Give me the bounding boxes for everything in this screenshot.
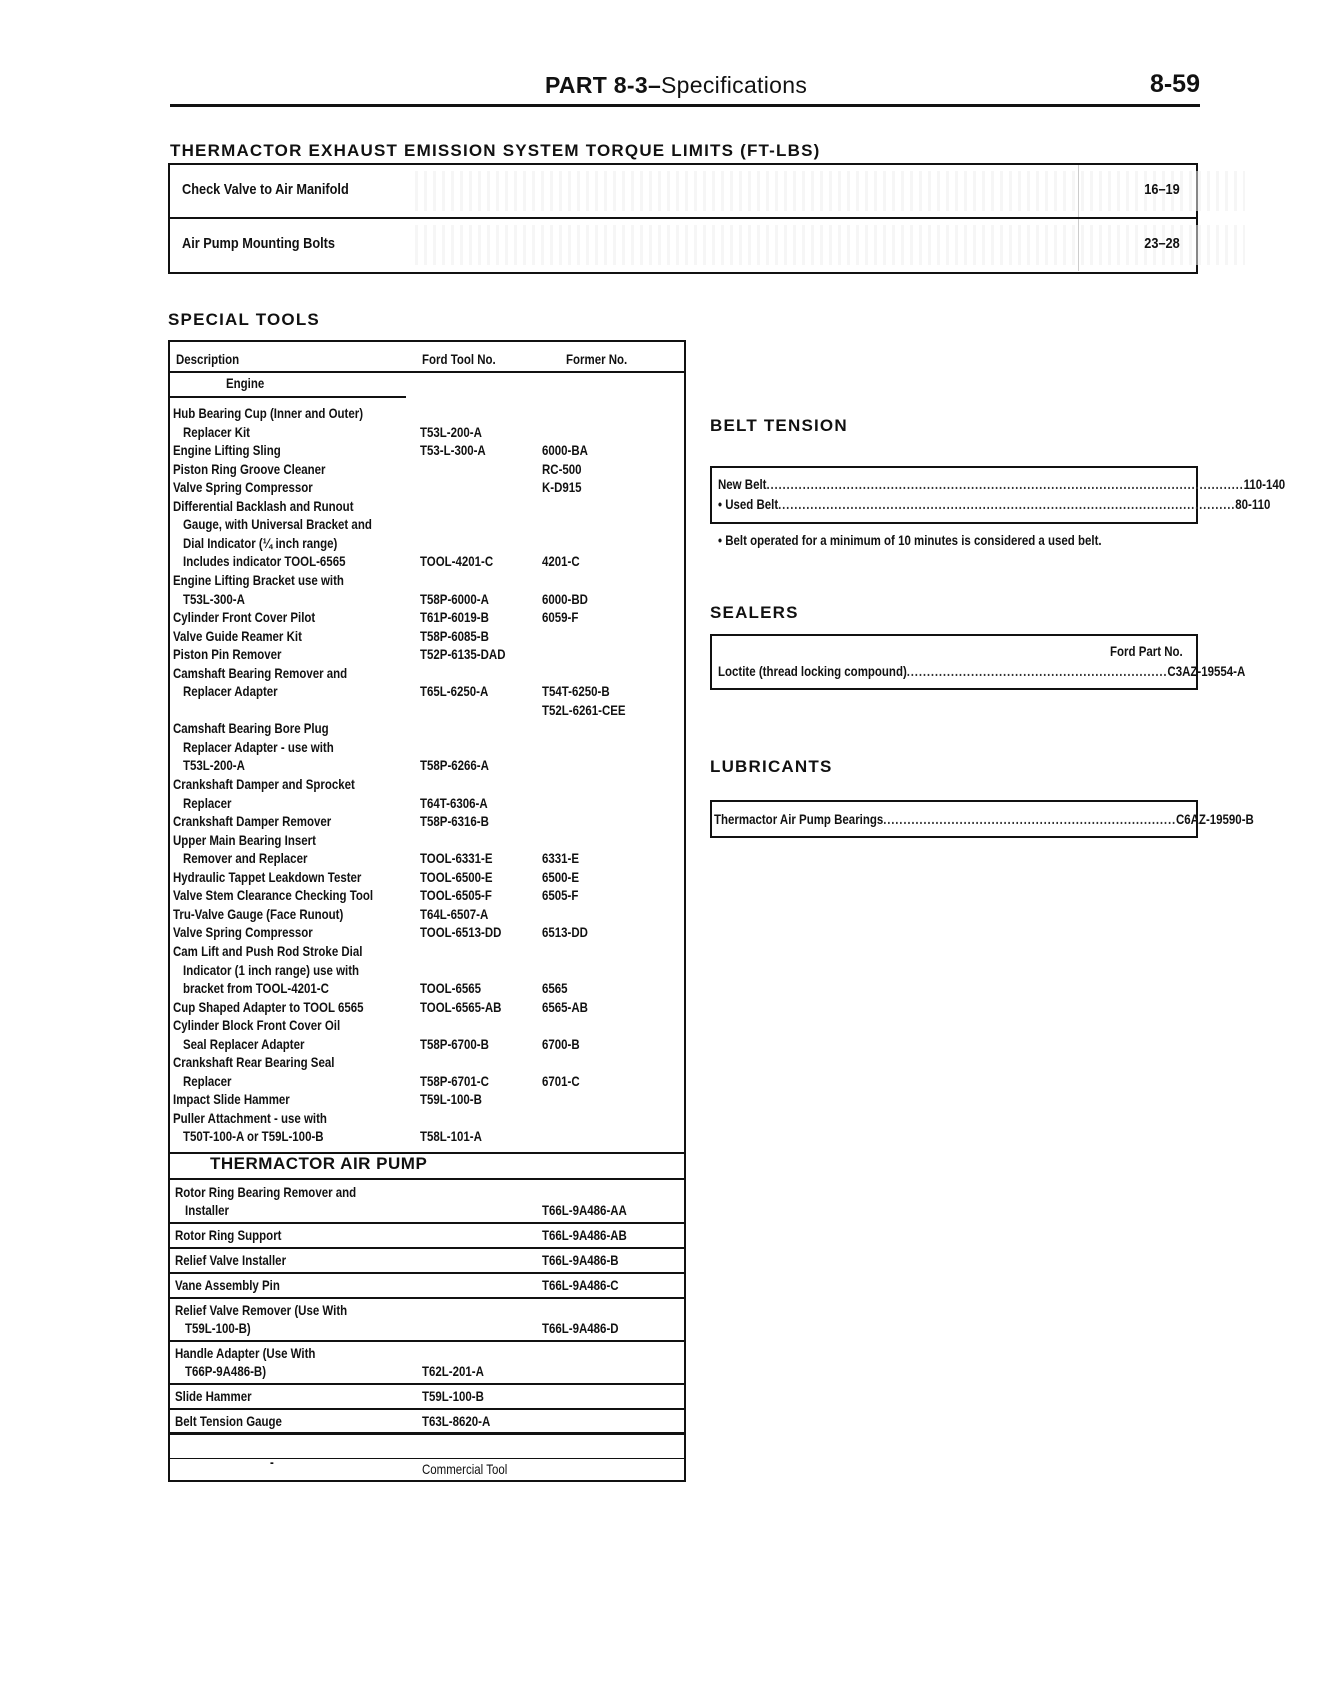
ford-tool-no: T53L-200-A — [420, 423, 482, 440]
torque-table — [168, 163, 1198, 274]
tool-description: Handle Adapter (Use With — [175, 1345, 316, 1361]
torque-label: Air Pump Mounting Bolts — [182, 235, 335, 252]
tool-description: Belt Tension Gauge — [175, 1413, 282, 1429]
table-row — [170, 608, 684, 627]
former-no: 6331-E — [542, 850, 580, 867]
ford-tool-no: T58P-6085-B — [420, 627, 489, 644]
footer-note: Commercial Tool — [422, 1461, 508, 1477]
table-row — [170, 1250, 684, 1272]
tool-description: Includes indicator TOOL-6565 — [183, 553, 346, 570]
column-divider — [1078, 219, 1079, 271]
table-row — [170, 1300, 684, 1340]
torque-heading: THERMACTOR EXHAUST EMISSION SYSTEM TORQUE LIMITS (FT-LBS) — [170, 141, 821, 160]
former-no: 6701-C — [542, 1072, 580, 1089]
page-title: PART 8-3–Specifications — [545, 72, 808, 98]
column-header-former-no: Former No. — [566, 351, 628, 367]
table-row — [170, 831, 684, 850]
table-row — [170, 1275, 684, 1297]
tool-description-cont: T66P-9A486-B) — [185, 1363, 267, 1379]
group-pump-label: THERMACTOR AIR PUMP — [210, 1154, 428, 1173]
row-divider — [170, 1383, 684, 1385]
table-row — [170, 998, 684, 1017]
table-row — [170, 1072, 684, 1091]
ford-tool-no: T62L-201-A — [422, 1363, 484, 1379]
sealers-heading: SEALERS — [710, 603, 799, 622]
table-row — [170, 1411, 684, 1433]
tool-description: Tru-Valve Gauge (Face Runout) — [173, 905, 344, 922]
ford-tool-no: T64T-6306-A — [420, 794, 488, 811]
former-no: 6000-BA — [542, 442, 588, 459]
tool-description: Valve Spring Compressor — [173, 479, 313, 496]
tool-description: Relief Valve Installer — [175, 1252, 287, 1268]
belt-label: New Belt — [718, 476, 767, 492]
tool-description: Replacer — [183, 794, 232, 811]
row-divider — [170, 1272, 684, 1274]
former-no: 6505-F — [542, 887, 579, 904]
row-divider — [170, 1340, 684, 1342]
tool-description: Cylinder Block Front Cover Oil — [173, 1017, 341, 1034]
table-row — [170, 1127, 684, 1146]
tool-description: Indicator (1 inch range) use with — [183, 961, 360, 978]
tool-description: Slide Hammer — [175, 1388, 252, 1404]
ford-tool-no: TOOL-6505-F — [420, 887, 492, 904]
sealer-label: Loctite (thread locking compound) — [718, 663, 907, 679]
table-row — [170, 701, 684, 720]
group-engine-label: Engine — [226, 375, 265, 391]
ford-tool-no: TOOL-6565-AB — [420, 998, 502, 1015]
ford-tool-no: T59L-100-B — [420, 1091, 482, 1108]
special-tools-heading: SPECIAL TOOLS — [168, 310, 320, 329]
belt-tension-heading: BELT TENSION — [710, 416, 848, 435]
lubricant-part-no: C6AZ-19590-B — [1175, 811, 1254, 827]
ford-tool-no: T52P-6135-DAD — [420, 646, 506, 663]
row-divider — [170, 1408, 684, 1410]
tool-description: Piston Pin Remover — [173, 646, 282, 663]
page-header — [170, 70, 1200, 110]
ford-tool-no: T58P-6701-C — [420, 1072, 489, 1089]
table-row — [170, 515, 684, 534]
tool-description: Camshaft Bearing Remover and — [173, 664, 348, 681]
ford-tool-no: T58P-6000-A — [420, 590, 489, 607]
table-row — [170, 460, 684, 479]
header-divider — [170, 371, 684, 373]
sealer-part-no: C3AZ-19554-A — [1167, 663, 1246, 679]
table-row — [170, 961, 684, 980]
table-row — [170, 1035, 684, 1054]
row-divider — [170, 1247, 684, 1249]
lubricant-row: Thermactor Air Pump Bearings.........................................................................C6AZ-19590-B — [714, 811, 1254, 827]
footer-dash: - — [270, 1454, 274, 1470]
former-no: K-D915 — [542, 479, 582, 496]
table-row — [170, 645, 684, 664]
table-row — [170, 534, 684, 553]
table-row — [170, 1016, 684, 1035]
tool-description: Seal Replacer Adapter — [183, 1035, 305, 1052]
tool-description: Crankshaft Damper Remover — [173, 813, 332, 830]
tool-description: Cam Lift and Push Rod Stroke Dial — [173, 942, 363, 959]
tool-description-cont: T59L-100-B) — [185, 1320, 251, 1336]
tool-description: Replacer Adapter - use with — [183, 738, 334, 755]
table-row — [170, 1225, 684, 1247]
tool-description: bracket from TOOL-4201-C — [183, 980, 329, 997]
tool-description: Differential Backlash and Runout — [173, 497, 354, 514]
tool-description: Piston Ring Groove Cleaner — [173, 460, 326, 477]
table-row — [170, 1343, 684, 1383]
tool-description: Rotor Ring Support — [175, 1227, 282, 1243]
tool-description: Replacer Kit — [183, 423, 250, 440]
tool-description: Engine Lifting Bracket use with — [173, 571, 344, 588]
table-row — [170, 923, 684, 942]
table-row — [170, 552, 684, 571]
table-row — [170, 775, 684, 794]
tool-description: Remover and Replacer — [183, 850, 308, 867]
table-row — [170, 849, 684, 868]
tool-description: Crankshaft Damper and Sprocket — [173, 776, 355, 792]
table-row — [170, 497, 684, 516]
tool-description: Valve Guide Reamer Kit — [173, 627, 302, 644]
tool-description: Upper Main Bearing Insert — [173, 831, 316, 848]
tool-description-cont: Installer — [185, 1202, 230, 1218]
tool-description: Crankshaft Rear Bearing Seal — [173, 1054, 335, 1071]
table-row — [170, 1182, 684, 1222]
tool-description: Camshaft Bearing Bore Plug — [173, 720, 329, 737]
tool-description: Valve Spring Compressor — [173, 924, 313, 941]
former-no: T52L-6261-CEE — [542, 701, 626, 718]
former-no: RC-500 — [542, 460, 582, 477]
ford-tool-no: T58P-6316-B — [420, 813, 489, 830]
tool-description: T50T-100-A or T59L-100-B — [183, 1128, 324, 1145]
tool-description: Rotor Ring Bearing Remover and — [175, 1184, 357, 1200]
table-row — [170, 756, 684, 775]
tool-description: Cylinder Front Cover Pilot — [173, 609, 316, 626]
table-row — [170, 794, 684, 813]
table-row — [170, 979, 684, 998]
sealers-table — [710, 634, 1246, 690]
ford-tool-no: T61P-6019-B — [420, 609, 489, 626]
belt-value: 110-140 — [1243, 476, 1286, 492]
table-row — [170, 664, 684, 683]
ford-tool-no: T58P-6266-A — [420, 757, 489, 774]
former-no: T66L-9A486-B — [542, 1252, 619, 1268]
ford-tool-no: TOOL-4201-C — [420, 553, 494, 570]
torque-value: 23–28 — [1144, 235, 1180, 252]
page-number: 8-59 — [1149, 70, 1200, 98]
table-row — [170, 719, 684, 738]
table-row — [170, 1090, 684, 1109]
table-row — [170, 812, 684, 831]
torque-label: Check Valve to Air Manifold — [182, 181, 349, 198]
footer-divider — [170, 1432, 684, 1434]
table-row — [170, 682, 684, 701]
sealers-col-header: Ford Part No. — [1110, 643, 1183, 659]
tool-description: Hub Bearing Cup (Inner and Outer) — [173, 405, 364, 421]
belt-row: • Used Belt..................................................................................................................80-110 — [718, 496, 1271, 512]
belt-tension-table — [710, 466, 1286, 524]
table-row — [170, 942, 684, 961]
former-no: 6513-DD — [542, 924, 588, 941]
belt-label: • Used Belt — [718, 496, 779, 512]
former-no: 4201-C — [542, 553, 580, 570]
table-row — [170, 423, 684, 442]
table-row — [170, 868, 684, 887]
lubricant-label: Thermactor Air Pump Bearings — [714, 811, 884, 827]
group-underline — [170, 396, 406, 398]
row-filler — [415, 225, 1245, 265]
column-divider — [1078, 165, 1079, 217]
tool-description: Vane Assembly Pin — [175, 1277, 280, 1293]
tool-description: Hydraulic Tappet Leakdown Tester — [173, 868, 362, 885]
table-row — [170, 1109, 684, 1128]
row-filler — [415, 171, 1245, 211]
ford-tool-no: T64L-6507-A — [420, 905, 489, 922]
former-no: T66L-9A486-D — [542, 1320, 619, 1336]
former-no: T66L-9A486-C — [542, 1277, 619, 1293]
ford-tool-no: T53-L-300-A — [420, 442, 486, 459]
special-tools-table — [168, 340, 686, 1482]
lubricants-table — [710, 800, 1254, 838]
former-no: T66L-9A486-AA — [542, 1202, 627, 1218]
ford-tool-no: T65L-6250-A — [420, 683, 489, 700]
tool-description: Cup Shaped Adapter to TOOL 6565 — [173, 998, 364, 1015]
former-no: 6565 — [542, 980, 568, 997]
belt-row: New Belt.......................................................................................................................110-140 — [718, 476, 1286, 492]
row-divider — [170, 1222, 684, 1224]
table-row — [170, 1386, 684, 1408]
table-row — [170, 219, 1196, 271]
tool-description: Replacer Adapter — [183, 683, 278, 700]
tool-description: Gauge, with Universal Bracket and — [183, 516, 372, 533]
tool-description: Valve Stem Clearance Checking Tool — [173, 887, 374, 904]
former-no: 6500-E — [542, 868, 580, 885]
ford-tool-no: T58P-6700-B — [420, 1035, 489, 1052]
table-row — [170, 165, 1196, 219]
column-header-description: Description — [176, 351, 240, 367]
tool-description: Relief Valve Remover (Use With — [175, 1302, 348, 1318]
tool-description: Engine Lifting Sling — [173, 442, 281, 459]
former-no: 6565-AB — [542, 998, 588, 1015]
torque-value: 16–19 — [1144, 181, 1180, 198]
pump-group-divider — [170, 1178, 684, 1180]
table-row — [170, 571, 684, 590]
former-no: 6000-BD — [542, 590, 588, 607]
ford-tool-no: TOOL-6500-E — [420, 868, 493, 885]
table-row — [170, 627, 684, 646]
table-row — [170, 478, 684, 497]
header-rule — [170, 104, 1200, 107]
lubricants-heading: LUBRICANTS — [710, 757, 833, 776]
tool-description: T53L-300-A — [183, 590, 245, 607]
table-row — [170, 1053, 684, 1072]
footer-divider — [170, 1458, 684, 1459]
tool-description: Replacer — [183, 1072, 232, 1089]
ford-tool-no: T63L-8620-A — [422, 1413, 491, 1429]
sealer-row: Loctite (thread locking compound).................................................................C3AZ-19554-A — [718, 663, 1246, 679]
belt-footnote: • Belt operated for a minimum of 10 minutes is considered a used belt. — [718, 532, 1102, 548]
table-row — [170, 905, 684, 924]
ford-tool-no: TOOL-6565 — [420, 980, 482, 997]
table-row — [170, 590, 684, 609]
table-row — [170, 404, 684, 423]
tool-description: Dial Indicator (¼ inch range) — [183, 534, 338, 551]
belt-value: 80-110 — [1235, 496, 1271, 512]
former-no: T54T-6250-B — [542, 683, 610, 700]
row-divider — [170, 1297, 684, 1299]
former-no: 6059-F — [542, 609, 579, 626]
former-no: T66L-9A486-AB — [542, 1227, 627, 1243]
former-no: 6700-B — [542, 1035, 580, 1052]
ford-tool-no: TOOL-6331-E — [420, 850, 493, 867]
table-row — [170, 886, 684, 905]
table-row — [170, 738, 684, 757]
ford-tool-no: TOOL-6513-DD — [420, 924, 502, 941]
tool-description: Puller Attachment - use with — [173, 1109, 327, 1126]
ford-tool-no: T59L-100-B — [422, 1388, 484, 1404]
tool-description: T53L-200-A — [183, 757, 245, 774]
table-row — [170, 441, 684, 460]
tool-description: Impact Slide Hammer — [173, 1091, 290, 1108]
ford-tool-no: T58L-101-A — [420, 1128, 482, 1145]
column-header-ford-tool-no: Ford Tool No. — [422, 351, 496, 367]
